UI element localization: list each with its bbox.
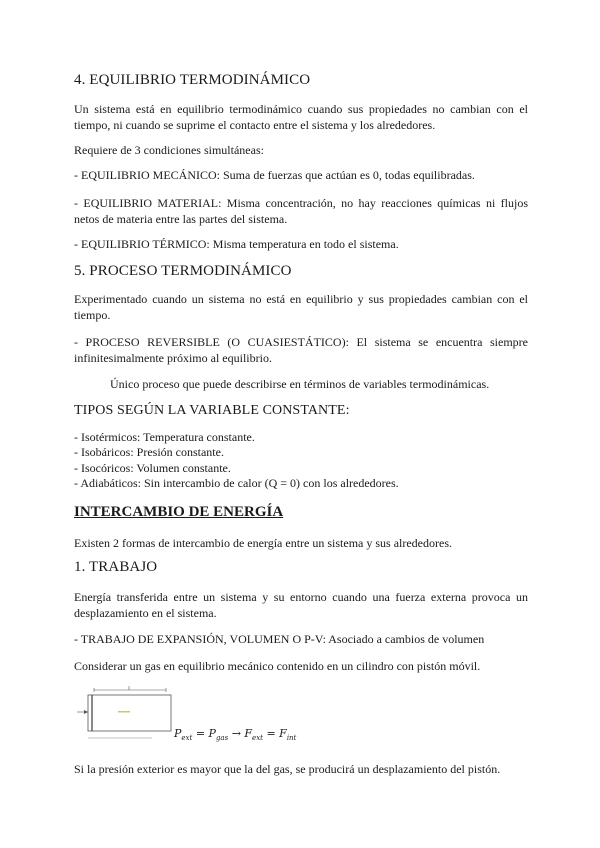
reversible-process: - PROCESO REVERSIBLE (O CUASIESTÁTICO): El sistema se encuentra siempre infinitesimalmente próximo al equilibrio. (74, 335, 528, 365)
expansion-work: - TRABAJO DE EXPANSIÓN, VOLUMEN O P-V: Asociado a cambios de volumen (74, 632, 485, 646)
list-item: - Adiabáticos: Sin intercambio de calor (Q = 0) con los alrededores. (74, 475, 399, 490)
formula-f-int: F (279, 727, 287, 740)
formula-p-gas: P (208, 727, 216, 740)
formula-p-gas-sub: gas (215, 734, 229, 743)
list-item: - Isocóricos: Volumen constante. (74, 460, 231, 475)
gas-cylinder-text: Considerar un gas en equilibrio mecánico contenido en un cilindro con pistón móvil. (74, 659, 481, 673)
types-title: TIPOS SEGÚN LA VARIABLE CONSTANTE: (74, 403, 350, 418)
section-5-title: 5. PROCESO TERMODINÁMICO (74, 263, 292, 279)
conditions-intro: Requiere de 3 condiciones simultáneas: (74, 143, 264, 157)
formula-equals: = (195, 727, 206, 740)
formula-f-ext: F (244, 727, 253, 740)
section-4-title: 4. EQUILIBRIO TERMODINÁMICO (74, 72, 311, 88)
formula-equals-2: = (266, 727, 276, 740)
mechanical-equilibrium: - EQUILIBRIO MECÁNICO: Suma de fuerzas que actúan es 0, todas equilibradas. (74, 168, 475, 182)
energy-intro: Existen 2 formas de intercambio de energía entre un sistema y sus alrededores. (74, 536, 452, 550)
list-item: - Isobáricos: Presión constante. (74, 445, 224, 460)
work-title: 1. TRABAJO (74, 559, 158, 575)
piston-conclusion: Si la presión exterior es mayor que la del gas, se producirá un desplazamiento del pistón. (74, 762, 501, 776)
formula-p-ext: P (174, 727, 182, 740)
pressure-force-formula (174, 727, 296, 742)
section-4-intro: Un sistema está en equilibrio termodinámico cuando sus propiedades no cambian con el tiempo, ni cuando se suprime el contacto entre el sistema y los alrededores. (74, 102, 528, 132)
reversible-note: Único proceso que puede describirse en términos de variables termodinámicas. (110, 377, 490, 391)
thermal-equilibrium: - EQUILIBRIO TÉRMICO: Misma temperatura en todo el sistema. (74, 237, 399, 251)
list-item: - Isotérmicos: Temperatura constante. (74, 430, 255, 444)
work-definition: Energía transferida entre un sistema y su entorno cuando una fuerza externa provoca un desplazamiento en el sistema. (74, 590, 528, 620)
energy-heading: INTERCAMBIO DE ENERGÍA (74, 504, 284, 520)
material-equilibrium: - EQUILIBRIO MATERIAL: Misma concentración, no hay reacciones químicas ni flujos netos de materia entre las partes del sistema. (74, 196, 528, 226)
formula-arrow: → (231, 727, 241, 740)
section-5-intro: Experimentado cuando un sistema no está en equilibrio y sus propiedades cambian con el tiempo. (74, 292, 528, 322)
formula-f-int-sub: int (286, 734, 297, 743)
types-list (74, 430, 399, 491)
formula-f-ext-sub: ext (252, 734, 263, 743)
formula-p-ext-sub: ext (181, 734, 193, 743)
